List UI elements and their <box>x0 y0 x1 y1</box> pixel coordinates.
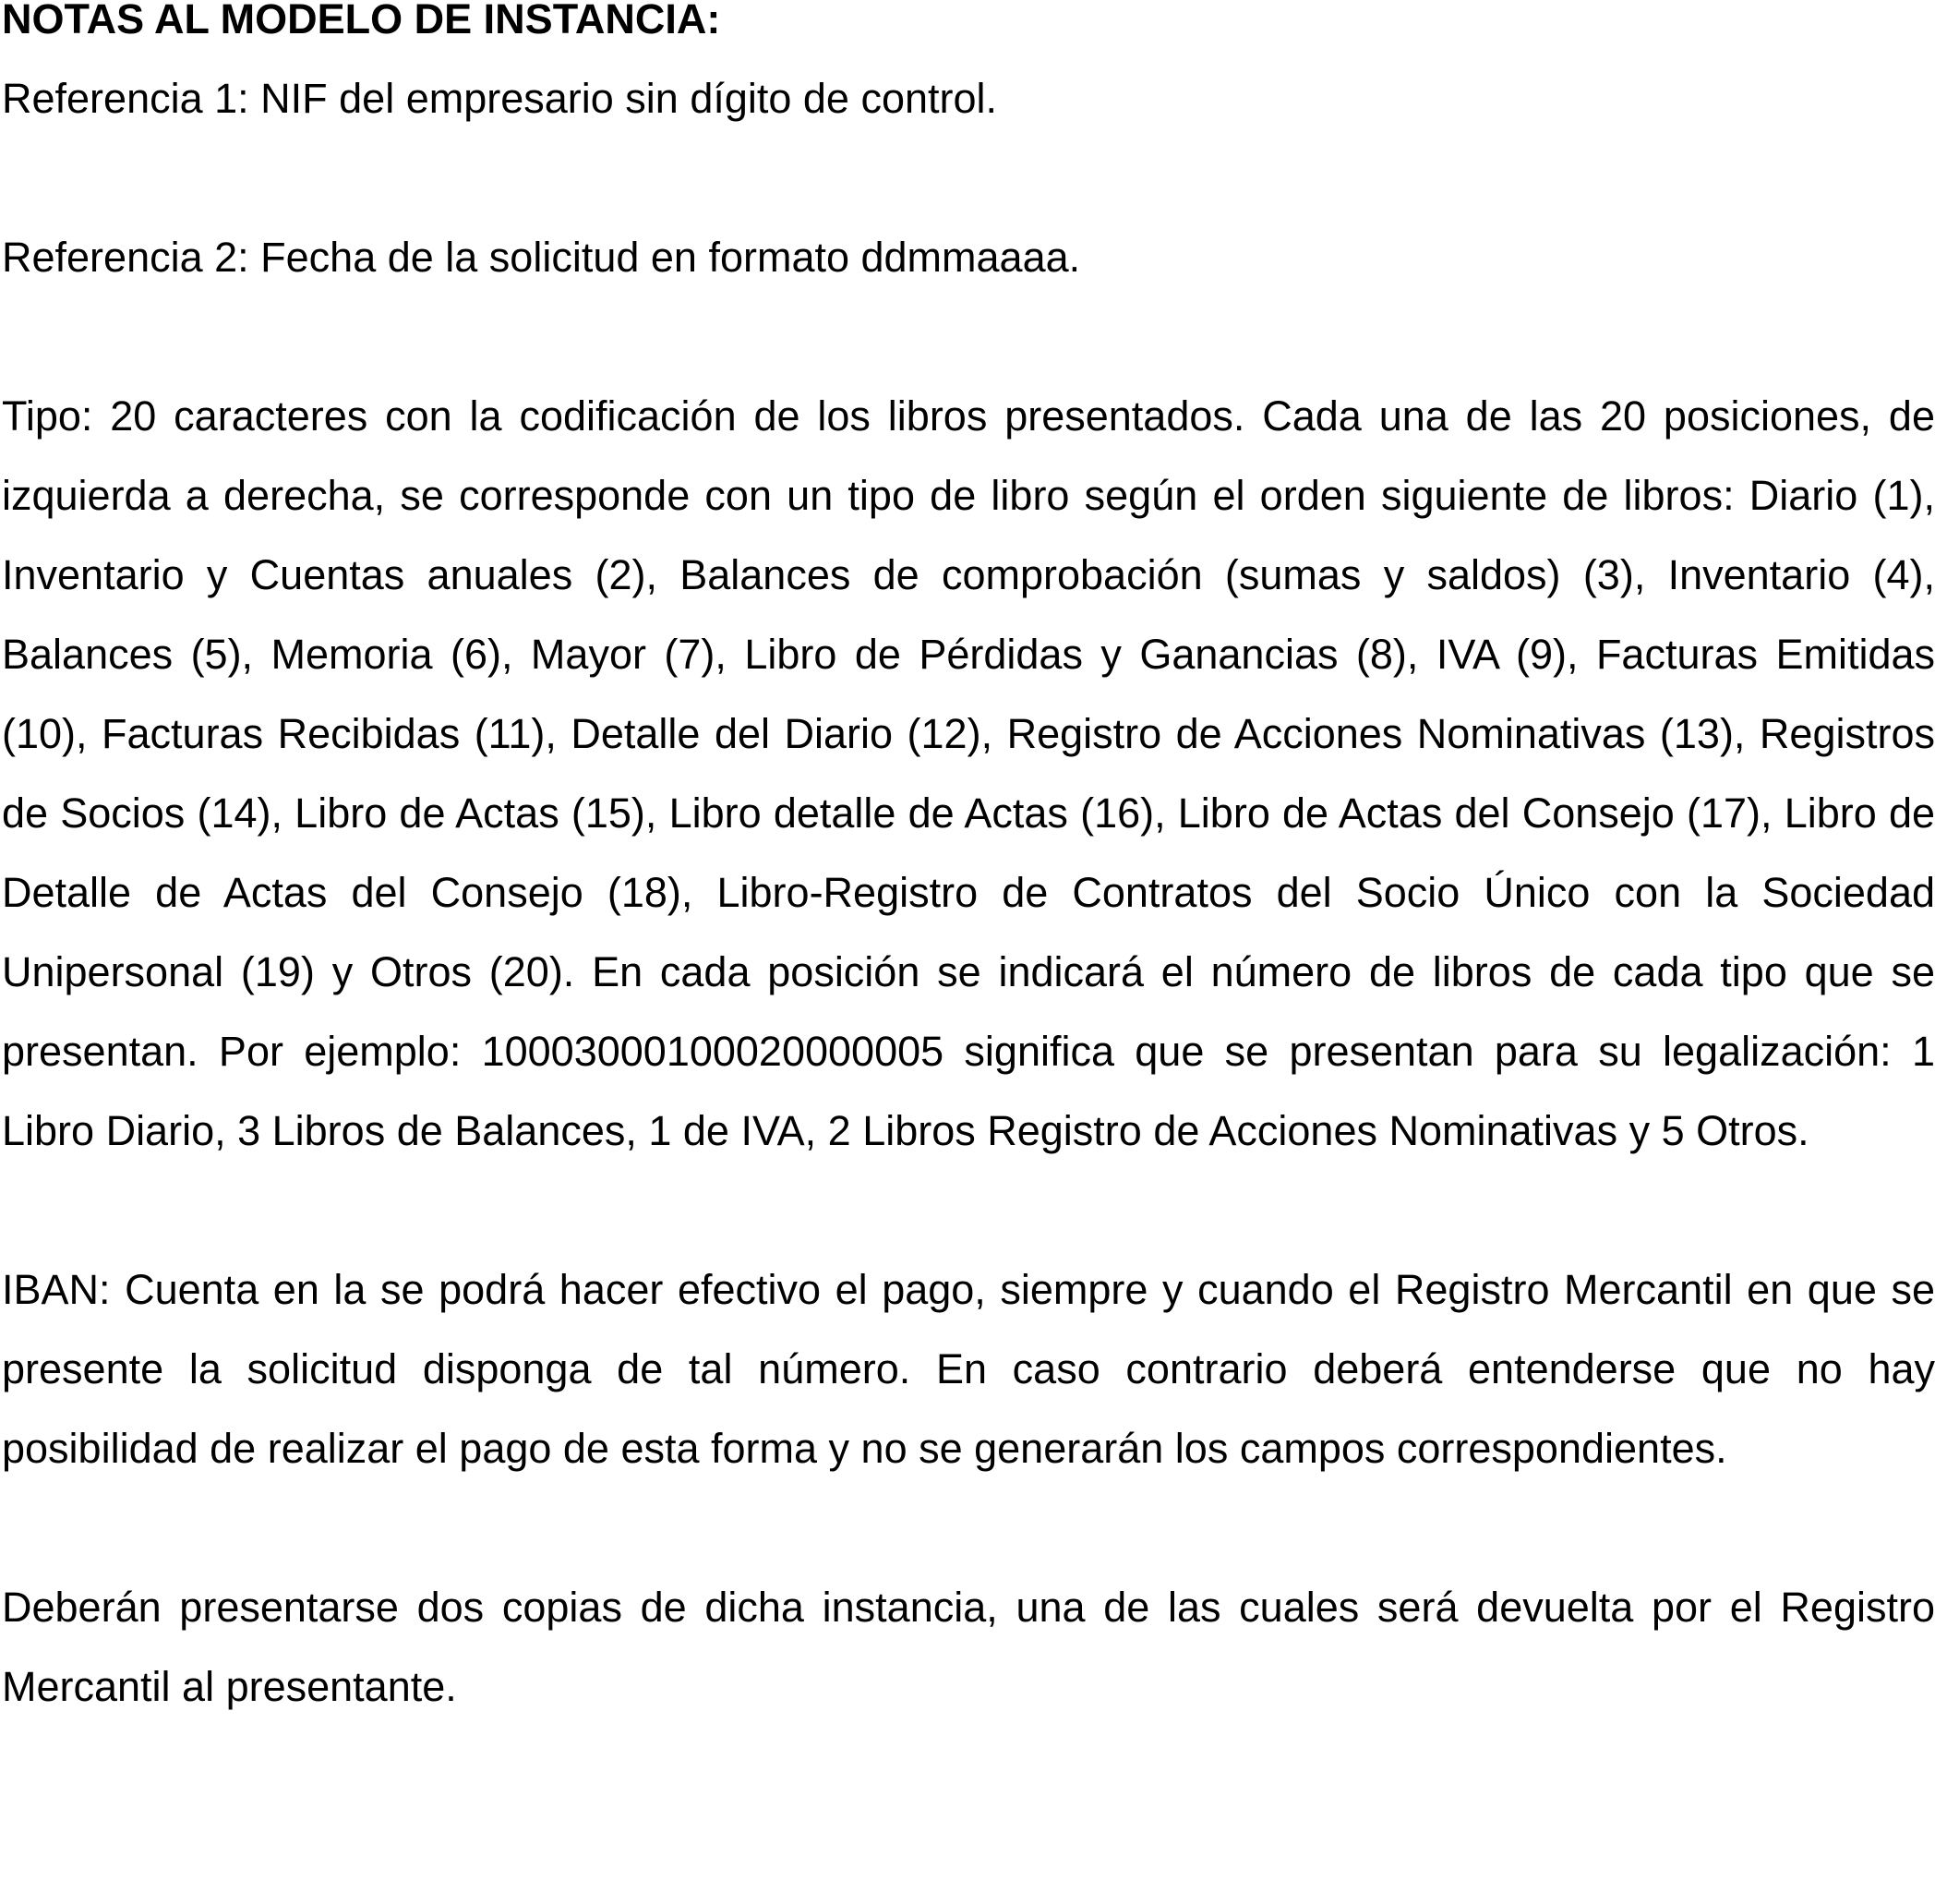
paragraph-iban: IBAN: Cuenta en la se podrá hacer efectivo el pago, siempre y cuando el Registro Mercantil en que se presente la solicitud disponga de tal número. En caso contrario deberá entenderse que no hay posibilidad de realizar el pago de esta forma y no se generarán los campos correspondientes. <box>2 1266 1935 1472</box>
paragraph-copias: Deberán presentarse dos copias de dicha instancia, una de las cuales será devuelta por el Registro Mercantil al presentante. <box>2 1584 1935 1710</box>
paragraph-referencia-1: Referencia 1: NIF del empresario sin dígito de control. <box>2 75 998 122</box>
document-heading: NOTAS AL MODELO DE INSTANCIA: <box>2 0 721 42</box>
document-content <box>2 0 1935 1727</box>
paragraph-referencia-2: Referencia 2: Fecha de la solicitud en formato ddmmaaaa. <box>2 234 1081 281</box>
paragraph-tipo: Tipo: 20 caracteres con la codificación de los libros presentados. Cada una de las 20 posiciones, de izquierda a derecha, se corresponde con un tipo de libro según el orden siguiente de libros: Diario (1), Inventario y Cuentas anuales (2), Balances de comprobación (sumas y saldos) (3), Inventario (4), Balances (5), Memoria (6), Mayor (7), Libro de Pérdidas y Ganancias (8), IVA (9), Facturas Emitidas (10), Facturas Recibidas (11), Detalle del Diario (12), Registro de Acciones Nominativas (13), Registros de Socios (14), Libro de Actas (15), Libro detalle de Actas (16), Libro de Actas del Consejo (17), Libro de Detalle de Actas del Consejo (18), Libro-Registro de Contratos del Socio Único con la Sociedad Unipersonal (19) y Otros (20). En cada posición se indicará el número de libros de cada tipo que se presentan. Por ejemplo: 10003000100020000005 significa que se presentan para su legalización: 1 Libro Diario, 3 Libros de Balances, 1 de IVA, 2 Libros Registro de Acciones Nominativas y 5 Otros. <box>2 392 1935 1154</box>
